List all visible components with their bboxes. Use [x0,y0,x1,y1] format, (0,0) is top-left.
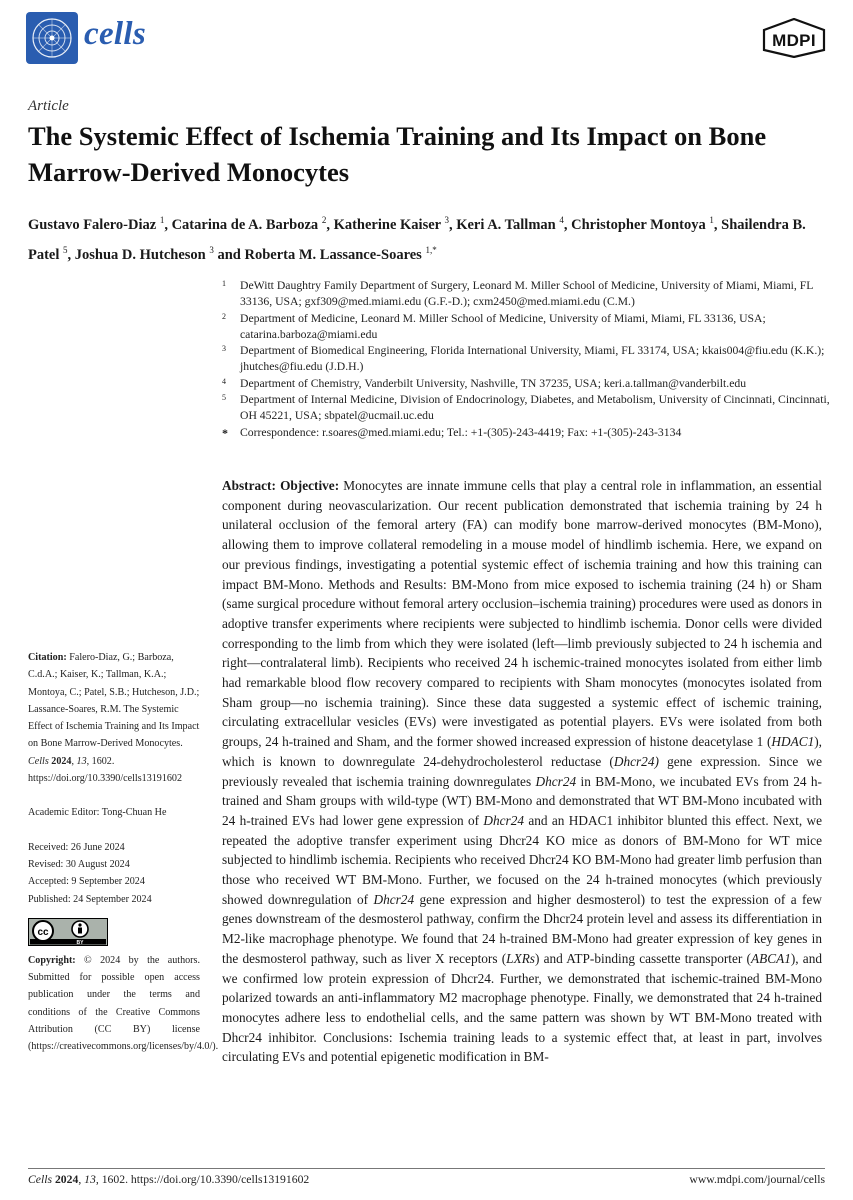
affiliation-marker: * [222,425,228,440]
author-affiliation-marker: 1 [159,215,165,225]
footer-year: 2024 [54,1173,79,1186]
author-affiliation-marker: 3 [209,244,214,255]
citation-doi: , 1602. https://doi.org/10.3390/cells13191602 [28,755,183,785]
author-affiliation-marker: 1 [709,215,714,225]
affiliation-item [222,311,832,344]
affiliation-item [222,343,832,376]
abstract-text: gene expression and higher desmosterol) to test the expression of a few genes downstream of the desmosterol pathway, confirm the Dhcr24 protein level and assess its differentiation in M2-like macrophage phenotype. We found that 24 h-trained BM-Mono had greater expression of key genes in the desmosterol pathway, such as liver X receptors ( [222,891,822,966]
gene-name: Dhcr24 [535,773,577,789]
author-separator: and [213,246,245,263]
author-affiliation-marker: 1,* [425,244,437,255]
citation-volume: 13 [76,755,87,767]
revised-date: Revised: 30 August 2024 [28,858,130,870]
author-affiliation-marker: 3 [444,215,449,225]
abstract [222,476,822,1067]
author-name: Joshua D. Hutcheson [74,246,206,263]
author-separator: , [67,246,75,263]
abstract-label: Abstract: [222,478,276,493]
abstract-text: in BM-Mono, we incubated EVs from 24 h-trained and Sham groups with wild-type (WT) BM-Mono and demonstrated that WT BM-Mono incubated with 24 h-trained EVs had lower gene expression of [222,773,822,828]
citation-journal: Cells [28,755,49,767]
author-affiliation-marker: 4 [559,215,564,225]
affiliation-item [222,392,832,425]
author-separator: , [164,216,172,233]
abstract-text: and an HDAC1 inhibitor blunted this effect. Next, we repeated the adoptive transfer experiment using Dhcr24 KO mice as donors of BM-Mono for WT mice subjected to hindlimb ischemia. Recipients who received Dhcr24 KO BM-Mono had greater limb perfusion than those who received WT BM-Mono. Further, we focused on the 24 h-trained monocytes (which previously showed downregulation of [222,812,823,907]
author-separator: , [713,216,722,233]
gene-name: Dhcr24 [483,812,525,828]
author-name: Shailendra B. Patel [28,216,806,263]
abstract-heading: Objective: [280,478,340,493]
by-badge-label: BY [76,939,84,946]
gene-name: HDAC1 [771,734,815,750]
author-name: Catarina de A. Barboza [171,216,319,233]
abstract-text: Monocytes are innate immune cells that play a central role in inflammation, an essential component during neovascularization. Our recent publication demonstrated that ischemia training by 24 h unilateral occlusion of the femoral artery (FA) can modify bone marrow-derived monocytes (BM-Mono), allowing them to improve collateral remodeling in a mouse model of hindlimb ischemia. Here, we expand on our previous findings, investigating a potential systemic effect of ischemia training and how this training can impact BM-Mono. Methods and Results: BM-Mono from mice exposed to ischemia training (24 h) or Sham (same surgical procedure without femoral artery occlusion–ischemia training) procedures were used as donors in adoptive transfer experiments where recipients were subjected to hindlimb ischemia. Donor cells were divided corresponding to the limb from which they were isolated (left—limb previously subjected to 24 h ischemia and right—contralateral limb). Recipients who received 24 h ischemic-trained monocytes isolated from either limb had remarkable blood flow recovery compared to recipients with Sham monocytes (monocytes isolated from Sham group—no ischemia training). Since these data suggested a systemic effect of ischemic training, circulating extracellular vesicles (EVs) were investigated as potential players. EVs were isolated from both groups, 24 h-trained and Sham, and the former showed increased expression of histone deacetylase 1 ( [222,478,822,750]
affiliation-text: Correspondence: r.soares@med.miami.edu; Tel.: +1-(305)-243-4419; Fax: +1-(305)-243-3134 [240,425,682,439]
footer-volume: 13 [84,1173,96,1186]
affiliation-item [222,278,832,311]
accepted-date: Accepted: 9 September 2024 [28,876,145,888]
cc-badge-label: cc [37,926,49,938]
author-name: Christopher Montoya [571,216,706,233]
author-name: Keri A. Tallman [456,216,556,233]
abstract-body [222,478,822,1064]
academic-editor: Academic Editor: Tong-Chuan He [28,807,167,819]
cc-by-license-icon[interactable] [28,918,108,946]
abstract-text: ), which is known to downregulate 24-dehydrocholesterol reductase ( [222,734,822,769]
author-list [28,208,828,268]
author-separator: , [563,216,572,233]
footer-journal: Cells [28,1173,53,1186]
author-affiliation-marker: 5 [63,244,68,255]
author-affiliation-marker: 2 [321,215,327,225]
author-name: Gustavo Falero-Diaz [28,216,157,233]
affiliation-text: DeWitt Daughtry Family Department of Surgery, Leonard M. Miller School of Medicine, University of Miami, Miami, FL 33136, USA; gxf309@med.miami.edu (G.F.-D.); cxm2450@med.miami.edu (C.M.) [240,279,813,309]
published-date: Published: 24 September 2024 [28,893,152,905]
footer-journal-url[interactable]: www.mdpi.com/journal/cells [689,1173,825,1186]
author-separator: , [326,216,334,233]
author-name: Roberta M. Lassance-Soares [244,246,422,263]
copyright-text: © 2024 by the authors. Submitted for possible open access publication under the terms and conditions of the Creative Commons Attribution (CC BY) license (https://creativecommons.org/licenses/by/4.0/). [28,954,219,1053]
citation-text: Falero-Diaz, G.; Barboza, C.d.A.; Kaiser, K.; Tallman, K.A.; Montoya, C.; Patel, S.B.; Hutcheson, J.D.; Lassance-Soares, R.M. The Systemic Effect of Ischemia Training and Its Impact on Bone Marrow-Derived Monocytes. [28,652,200,750]
gene-name: ABCA1 [750,950,791,966]
gene-name: Dhcr24 [373,891,415,907]
citation: Citation: Falero-Diaz, G.; Barboza, C.d.A.; Kaiser, K.; Tallman, K.A.; Montoya, C.; Patel, S.B.; Hutcheson, J.D.; Lassance-Soares, R.M. The Systemic Effect of Ischemia Training and Its Impact on Bone Marrow-Derived Monocytes. Cells 2024, 13, 1602. https://doi.org/10.3390/cells13191602 [28,652,200,785]
affiliation-marker: 1 [222,279,226,288]
sidebar [28,649,219,1056]
affiliation-marker: 2 [222,311,226,321]
abstract-text: gene expression. Since we previously revealed that ischemia training downregulates [222,753,822,789]
publisher-name: MDPI [772,31,816,50]
received-date: Received: 26 June 2024 [28,841,125,853]
publisher-logo [760,18,828,58]
article-type: Article [28,98,69,114]
footer-doi: , 1602. https://doi.org/10.3390/cells13191602 [95,1173,310,1186]
author-separator: , [448,216,457,233]
affiliation-marker: 3 [222,344,226,354]
affiliation-marker: 4 [222,376,226,386]
footer-divider [28,1168,825,1169]
author-name: Katherine Kaiser [333,216,441,233]
affiliation-item [222,376,832,392]
copyright [28,952,219,1056]
footer-citation: Cells 2024, 13, 1602. https://doi.org/10.3390/cells13191602 [28,1173,310,1186]
journal-logo-icon [26,12,78,64]
affiliations [222,278,832,441]
gene-name: LXRs [506,950,535,966]
affiliation-text: Department of Chemistry, Vanderbilt University, Nashville, TN 37235, USA; keri.a.tallman@vanderbilt.edu [240,376,747,390]
citation-year: 2024 [51,755,72,767]
citation-label: Citation: [28,652,67,663]
journal-name: cells [84,16,146,52]
affiliation-text: Department of Internal Medicine, Division of Endocrinology, Diabetes, and Metabolism, University of Cincinnati, Cincinnati, OH 45221, USA; sbpatel@ucmail.uc.edu [240,393,830,423]
affiliation-text: Department of Medicine, Leonard M. Miller School of Medicine, University of Miami, Miami, FL 33136, USA; catarina.barboza@miami.edu [240,311,766,341]
affiliation-marker: 5 [222,393,226,403]
affiliation-item [222,425,832,441]
article-title: The Systemic Effect of Ischemia Training and Its Impact on Bone Marrow-Derived Monocytes [28,121,767,187]
abstract-text: ) and ATP-binding cassette transporter ( [535,950,751,966]
affiliation-text: Department of Biomedical Engineering, Florida International University, Miami, FL 33174, USA; kkais004@fiu.edu (K.K.); jhutches@fiu.edu (J.D.H.) [240,344,825,374]
abstract-text: ), and we confirmed low protein expression of Dhcr24. Further, we demonstrated that ischemic-trained BM-Mono polarized towards an anti-inflammatory M2 macrophage phenotype. Finally, we demonstrated that 24 h-trained monocytes adhere less to endothelial cells, and the same pattern was shown by WT BM-Mono treated with Dhcr24 inhibitor. Conclusions: Ischemia training leads to a systemic effect that, at least in part, involves circulating EVs and potential epigenetic modification in BM- [222,950,822,1065]
gene-name: Dhcr24) [613,753,659,769]
copyright-label: Copyright: [28,954,76,966]
